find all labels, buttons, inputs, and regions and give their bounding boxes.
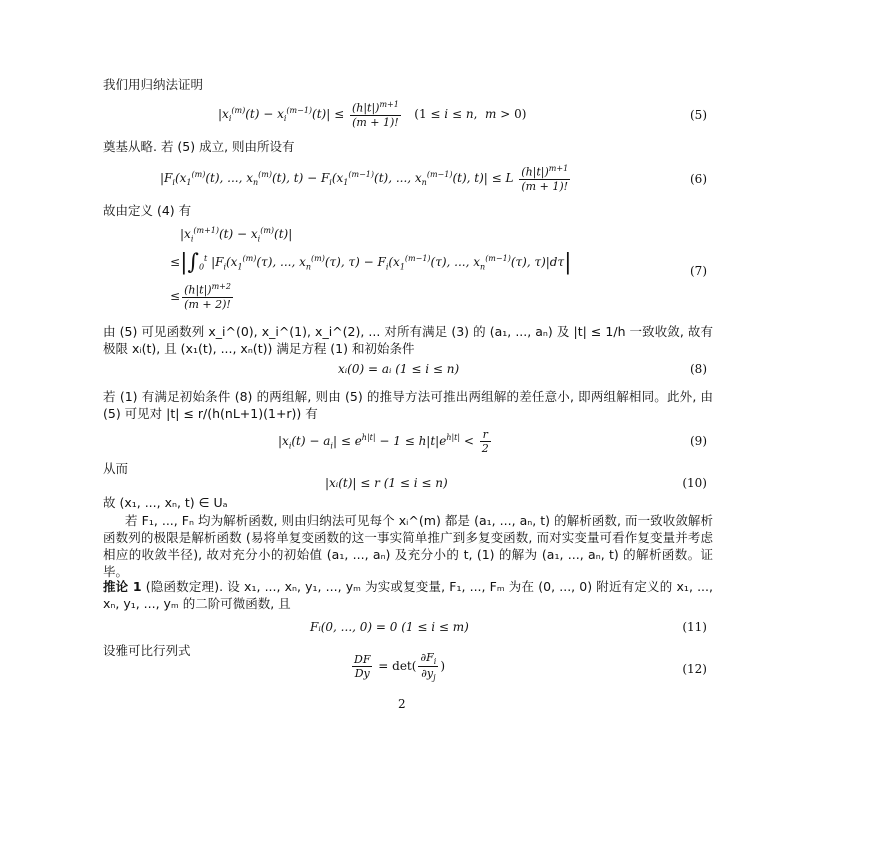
paragraph-thus: 从而 <box>103 461 129 476</box>
corollary-label: 推论 1 <box>103 579 142 594</box>
equation-6: $|F_i(x_1^{(m)}(t)$, ..., $x_n^{(m)}(t)$, $t) - F_i(x_1^{(m-1)}(t)$, ..., $x_n^{(m-1)}(t)$, t)| ≤ L $\frac{(h|t|)^{m+1}}{(m + 1)!}$ <box>160 164 569 193</box>
paragraph-conclusion: 故 (x₁, ..., xₙ, t) ∈ Uₐ <box>103 495 228 510</box>
paragraph-definition: 故由定义 (4) 有 <box>103 203 192 218</box>
paragraph-intro: 我们用归纳法证明 <box>103 77 204 92</box>
equation-number: (10) <box>682 476 707 490</box>
page-number: 2 <box>398 697 406 711</box>
paragraph-convergence: 由 (5) 可见函数列 x_i^(0), x_i^(1), x_i^(2), ... 对所有满足 (3) 的 (a₁, ..., aₙ) 及 |t| ≤ 1/h 一致收敛, 故有极限 xᵢ(t), 且 (x₁(t), ..., xₙ(t)) 满足方程 (1) 和初始条件 <box>103 324 713 356</box>
equation-number: (5) <box>690 108 707 122</box>
equation-number: (7) <box>690 264 707 278</box>
equation-number: (12) <box>682 662 707 676</box>
equation-7-line-1: $|x_i^{(m+1)}(t) - x_i^{(m)}(t)|$ <box>180 226 293 244</box>
equation-8: xᵢ(0) = aᵢ (1 ≤ i ≤ n) <box>338 362 460 376</box>
paragraph-corollary <box>103 578 713 612</box>
equation-7-line-2: $\le|\int_0^t$ $|F_i(x_1^{(m)}(\tau)$, ..., $x_n^{(m)}(\tau)$, $\tau) - F_i(x_1^{(m-1)}(\tau)$, ..., $x_n^{(m-1)}(\tau)$, τ)|dτ| <box>170 250 572 275</box>
paragraph-analytic: 若 F₁, ..., Fₙ 均为解析函数, 则由归纳法可见每个 xᵢ^(m) 都是 (a₁, ..., aₙ, t) 的解析函数, 而一致收敛解析函数列的极限是解析函数 (易将单复变函数的这一事实简单推广到多复变函数, 而对实变量可看作复变量并考虑相应的收敛半径), 故对充分小的初始值 (a₁, ..., aₙ) 及充分小的 t, (1) 的解为 (a₁, ..., aₙ, t) 的解析函数。证毕。 <box>103 513 713 579</box>
equation-11: Fᵢ(0, ..., 0) = 0 (1 ≤ i ≤ m) <box>310 620 469 634</box>
equation-9: $|x_i(t) - a_i| \le e^{h|t|} - 1 \le h|t|e^{h|t|}$ < $\frac{r}{2}$ <box>278 428 489 455</box>
equation-number: (11) <box>682 620 707 634</box>
equation-12: $\frac{DF}{Dy}$ = det( $\frac{\partial F_i}{\partial y_j}$ ) <box>354 651 446 683</box>
equation-number: (6) <box>690 172 707 186</box>
equation-5: $|x_i^{(m)}(t) - x_i^{(m-1)}(t)|$ ≤ $\frac{(h|t|)^{m+1}}{(m + 1)!}$ (1 ≤ i ≤ n, m > 0) <box>218 100 527 129</box>
paragraph-jacobian: 设雅可比行列式 <box>103 643 191 658</box>
paragraph-basis: 奠基从略. 若 (5) 成立, 则由所设有 <box>103 139 295 154</box>
equation-number: (8) <box>690 362 707 376</box>
corollary-text: (隐函数定理). 设 x₁, ..., xₙ, y₁, ..., yₘ 为实或复变量, F₁, ..., Fₘ 为在 (0, ..., 0) 附近有定义的 x₁, ..., xₙ, y₁, ..., yₘ 的二阶可微函数, 且 <box>103 579 713 611</box>
equation-7-line-3: ≤ $\frac{(h|t|)^{m+2}}{(m + 2)!}$ <box>170 282 231 311</box>
paragraph-uniqueness: 若 (1) 有满足初始条件 (8) 的两组解, 则由 (5) 的推导方法可推出两组解的差任意小, 即两组解相同。此外, 由 (5) 可见对 |t| ≤ r/(h(nL+1)(1+r)) 有 <box>103 389 713 421</box>
equation-10: |xᵢ(t)| ≤ r (1 ≤ i ≤ n) <box>325 476 448 490</box>
equation-number: (9) <box>690 434 707 448</box>
